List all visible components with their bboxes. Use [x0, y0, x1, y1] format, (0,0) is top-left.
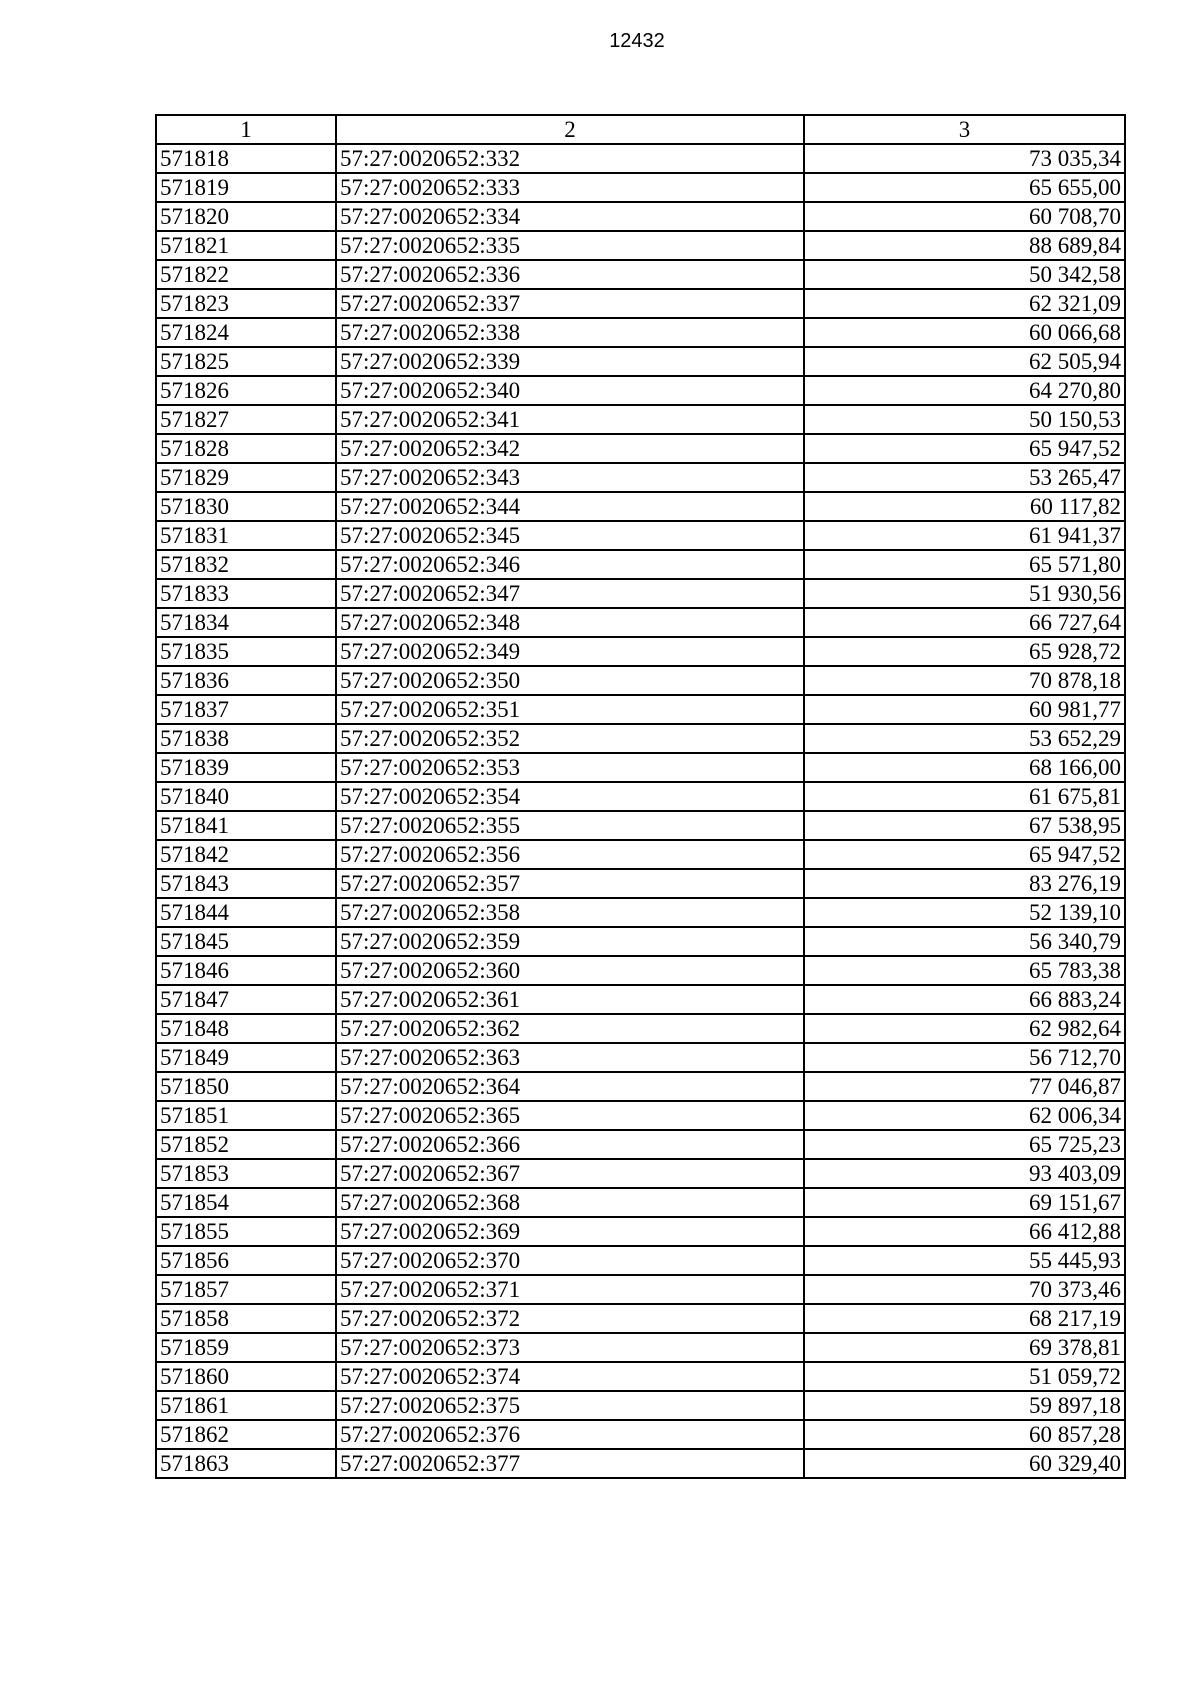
value-cell: 60 857,28: [804, 1420, 1125, 1449]
value-cell: 65 571,80: [804, 550, 1125, 579]
table-row: [156, 666, 1125, 695]
cadastral-number-cell: 57:27:0020652:337: [336, 289, 804, 318]
value-cell: 50 342,58: [804, 260, 1125, 289]
value-cell: 62 505,94: [804, 347, 1125, 376]
cadastral-number-cell: 57:27:0020652:366: [336, 1130, 804, 1159]
row-number-cell: 571847: [156, 985, 336, 1014]
table-row: [156, 1420, 1125, 1449]
row-number-cell: 571856: [156, 1246, 336, 1275]
cadastral-number-cell: 57:27:0020652:348: [336, 608, 804, 637]
value-cell: 62 982,64: [804, 1014, 1125, 1043]
cadastral-number-cell: 57:27:0020652:343: [336, 463, 804, 492]
row-number-cell: 571838: [156, 724, 336, 753]
table-row: [156, 1449, 1125, 1478]
table-row: [156, 376, 1125, 405]
row-number-cell: 571848: [156, 1014, 336, 1043]
row-number-cell: 571862: [156, 1420, 336, 1449]
row-number-cell: 571845: [156, 927, 336, 956]
cadastral-number-cell: 57:27:0020652:342: [336, 434, 804, 463]
cadastral-number-cell: 57:27:0020652:340: [336, 376, 804, 405]
cadastral-number-cell: 57:27:0020652:352: [336, 724, 804, 753]
cadastral-number-cell: 57:27:0020652:364: [336, 1072, 804, 1101]
cadastral-number-cell: 57:27:0020652:371: [336, 1275, 804, 1304]
row-number-cell: 571849: [156, 1043, 336, 1072]
cadastral-number-cell: 57:27:0020652:358: [336, 898, 804, 927]
cadastral-number-cell: 57:27:0020652:375: [336, 1391, 804, 1420]
row-number-cell: 571827: [156, 405, 336, 434]
row-number-cell: 571855: [156, 1217, 336, 1246]
table-row: [156, 231, 1125, 260]
table-row: [156, 521, 1125, 550]
value-cell: 60 329,40: [804, 1449, 1125, 1478]
table-row: [156, 405, 1125, 434]
row-number-cell: 571841: [156, 811, 336, 840]
value-cell: 73 035,34: [804, 144, 1125, 173]
value-cell: 51 059,72: [804, 1362, 1125, 1391]
cadastral-number-cell: 57:27:0020652:333: [336, 173, 804, 202]
cadastral-number-cell: 57:27:0020652:334: [336, 202, 804, 231]
cadastral-number-cell: 57:27:0020652:332: [336, 144, 804, 173]
row-number-cell: 571859: [156, 1333, 336, 1362]
value-cell: 77 046,87: [804, 1072, 1125, 1101]
value-cell: 60 066,68: [804, 318, 1125, 347]
value-cell: 93 403,09: [804, 1159, 1125, 1188]
value-cell: 68 217,19: [804, 1304, 1125, 1333]
value-cell: 62 321,09: [804, 289, 1125, 318]
value-cell: 61 675,81: [804, 782, 1125, 811]
cadastral-number-cell: 57:27:0020652:359: [336, 927, 804, 956]
row-number-cell: 571824: [156, 318, 336, 347]
value-cell: 50 150,53: [804, 405, 1125, 434]
value-cell: 68 166,00: [804, 753, 1125, 782]
value-cell: 69 378,81: [804, 1333, 1125, 1362]
table-row: [156, 463, 1125, 492]
table-row: [156, 840, 1125, 869]
table-row: [156, 434, 1125, 463]
table-row: [156, 1217, 1125, 1246]
table-row: [156, 1101, 1125, 1130]
value-cell: 52 139,10: [804, 898, 1125, 927]
cadastral-number-cell: 57:27:0020652:372: [336, 1304, 804, 1333]
cadastral-number-cell: 57:27:0020652:374: [336, 1362, 804, 1391]
row-number-cell: 571832: [156, 550, 336, 579]
value-cell: 65 655,00: [804, 173, 1125, 202]
cadastral-number-cell: 57:27:0020652:355: [336, 811, 804, 840]
row-number-cell: 571829: [156, 463, 336, 492]
row-number-cell: 571823: [156, 289, 336, 318]
table-row: [156, 289, 1125, 318]
value-cell: 65 783,38: [804, 956, 1125, 985]
table-row: [156, 956, 1125, 985]
row-number-cell: 571822: [156, 260, 336, 289]
row-number-cell: 571830: [156, 492, 336, 521]
value-cell: 66 883,24: [804, 985, 1125, 1014]
cadastral-number-cell: 57:27:0020652:373: [336, 1333, 804, 1362]
table-row: [156, 753, 1125, 782]
column-header-1: 1: [156, 115, 336, 144]
table-row: [156, 318, 1125, 347]
cadastral-number-cell: 57:27:0020652:335: [336, 231, 804, 260]
value-cell: 56 712,70: [804, 1043, 1125, 1072]
row-number-cell: 571818: [156, 144, 336, 173]
table-row: [156, 1130, 1125, 1159]
table-row: [156, 985, 1125, 1014]
cadastral-number-cell: 57:27:0020652:360: [336, 956, 804, 985]
table-row: [156, 1072, 1125, 1101]
cadastral-number-cell: 57:27:0020652:367: [336, 1159, 804, 1188]
value-cell: 70 878,18: [804, 666, 1125, 695]
row-number-cell: 571835: [156, 637, 336, 666]
table-row: [156, 202, 1125, 231]
table-row: [156, 1333, 1125, 1362]
row-number-cell: 571846: [156, 956, 336, 985]
registry-table: [155, 114, 1126, 1479]
value-cell: 59 897,18: [804, 1391, 1125, 1420]
row-number-cell: 571854: [156, 1188, 336, 1217]
row-number-cell: 571844: [156, 898, 336, 927]
page-number: 12432: [609, 30, 665, 52]
table-row: [156, 1391, 1125, 1420]
table-row: [156, 1275, 1125, 1304]
row-number-cell: 571861: [156, 1391, 336, 1420]
cadastral-number-cell: 57:27:0020652:344: [336, 492, 804, 521]
cadastral-number-cell: 57:27:0020652:354: [336, 782, 804, 811]
cadastral-number-cell: 57:27:0020652:357: [336, 869, 804, 898]
cadastral-number-cell: 57:27:0020652:345: [336, 521, 804, 550]
table-row: [156, 144, 1125, 173]
table-row: [156, 1159, 1125, 1188]
table-row: [156, 927, 1125, 956]
table-row: [156, 811, 1125, 840]
row-number-cell: 571842: [156, 840, 336, 869]
cadastral-number-cell: 57:27:0020652:370: [336, 1246, 804, 1275]
cadastral-number-cell: 57:27:0020652:339: [336, 347, 804, 376]
row-number-cell: 571843: [156, 869, 336, 898]
table-row: [156, 173, 1125, 202]
column-header-2: 2: [336, 115, 804, 144]
row-number-cell: 571839: [156, 753, 336, 782]
row-number-cell: 571851: [156, 1101, 336, 1130]
value-cell: 56 340,79: [804, 927, 1125, 956]
column-header-3: 3: [804, 115, 1125, 144]
row-number-cell: 571836: [156, 666, 336, 695]
value-cell: 66 727,64: [804, 608, 1125, 637]
value-cell: 53 265,47: [804, 463, 1125, 492]
cadastral-number-cell: 57:27:0020652:346: [336, 550, 804, 579]
cadastral-number-cell: 57:27:0020652:341: [336, 405, 804, 434]
cadastral-number-cell: 57:27:0020652:363: [336, 1043, 804, 1072]
value-cell: 69 151,67: [804, 1188, 1125, 1217]
cadastral-number-cell: 57:27:0020652:369: [336, 1217, 804, 1246]
table-row: [156, 782, 1125, 811]
table-row: [156, 1304, 1125, 1333]
value-cell: 67 538,95: [804, 811, 1125, 840]
row-number-cell: 571857: [156, 1275, 336, 1304]
table-row: [156, 1246, 1125, 1275]
row-number-cell: 571825: [156, 347, 336, 376]
cadastral-number-cell: 57:27:0020652:347: [336, 579, 804, 608]
table-row: [156, 1188, 1125, 1217]
row-number-cell: 571834: [156, 608, 336, 637]
cadastral-number-cell: 57:27:0020652:361: [336, 985, 804, 1014]
value-cell: 65 928,72: [804, 637, 1125, 666]
value-cell: 65 725,23: [804, 1130, 1125, 1159]
row-number-cell: 571820: [156, 202, 336, 231]
table-row: [156, 550, 1125, 579]
cadastral-number-cell: 57:27:0020652:351: [336, 695, 804, 724]
cadastral-number-cell: 57:27:0020652:338: [336, 318, 804, 347]
row-number-cell: 571863: [156, 1449, 336, 1478]
cadastral-number-cell: 57:27:0020652:376: [336, 1420, 804, 1449]
table-row: [156, 637, 1125, 666]
cadastral-number-cell: 57:27:0020652:365: [336, 1101, 804, 1130]
table-row: [156, 579, 1125, 608]
value-cell: 61 941,37: [804, 521, 1125, 550]
value-cell: 53 652,29: [804, 724, 1125, 753]
table-row: [156, 1362, 1125, 1391]
value-cell: 62 006,34: [804, 1101, 1125, 1130]
row-number-cell: 571850: [156, 1072, 336, 1101]
value-cell: 64 270,80: [804, 376, 1125, 405]
cadastral-number-cell: 57:27:0020652:350: [336, 666, 804, 695]
cadastral-number-cell: 57:27:0020652:377: [336, 1449, 804, 1478]
row-number-cell: 571853: [156, 1159, 336, 1188]
row-number-cell: 571852: [156, 1130, 336, 1159]
row-number-cell: 571837: [156, 695, 336, 724]
table-row: [156, 1043, 1125, 1072]
value-cell: 60 981,77: [804, 695, 1125, 724]
row-number-cell: 571828: [156, 434, 336, 463]
table-row: [156, 608, 1125, 637]
row-number-cell: 571826: [156, 376, 336, 405]
row-number-cell: 571840: [156, 782, 336, 811]
value-cell: 66 412,88: [804, 1217, 1125, 1246]
cadastral-number-cell: 57:27:0020652:353: [336, 753, 804, 782]
value-cell: 60 117,82: [804, 492, 1125, 521]
row-number-cell: 571821: [156, 231, 336, 260]
table-row: [156, 347, 1125, 376]
row-number-cell: 571819: [156, 173, 336, 202]
row-number-cell: 571831: [156, 521, 336, 550]
cadastral-number-cell: 57:27:0020652:336: [336, 260, 804, 289]
value-cell: 70 373,46: [804, 1275, 1125, 1304]
value-cell: 65 947,52: [804, 840, 1125, 869]
cadastral-number-cell: 57:27:0020652:356: [336, 840, 804, 869]
table-row: [156, 492, 1125, 521]
cadastral-number-cell: 57:27:0020652:362: [336, 1014, 804, 1043]
value-cell: 65 947,52: [804, 434, 1125, 463]
value-cell: 88 689,84: [804, 231, 1125, 260]
table-body: [156, 144, 1125, 1478]
row-number-cell: 571858: [156, 1304, 336, 1333]
table-row: [156, 724, 1125, 753]
row-number-cell: 571833: [156, 579, 336, 608]
table-header-row: [156, 115, 1125, 144]
cadastral-number-cell: 57:27:0020652:368: [336, 1188, 804, 1217]
value-cell: 60 708,70: [804, 202, 1125, 231]
value-cell: 55 445,93: [804, 1246, 1125, 1275]
table-row: [156, 260, 1125, 289]
row-number-cell: 571860: [156, 1362, 336, 1391]
table-row: [156, 1014, 1125, 1043]
table-row: [156, 869, 1125, 898]
table-row: [156, 695, 1125, 724]
value-cell: 51 930,56: [804, 579, 1125, 608]
table-row: [156, 898, 1125, 927]
cadastral-number-cell: 57:27:0020652:349: [336, 637, 804, 666]
value-cell: 83 276,19: [804, 869, 1125, 898]
